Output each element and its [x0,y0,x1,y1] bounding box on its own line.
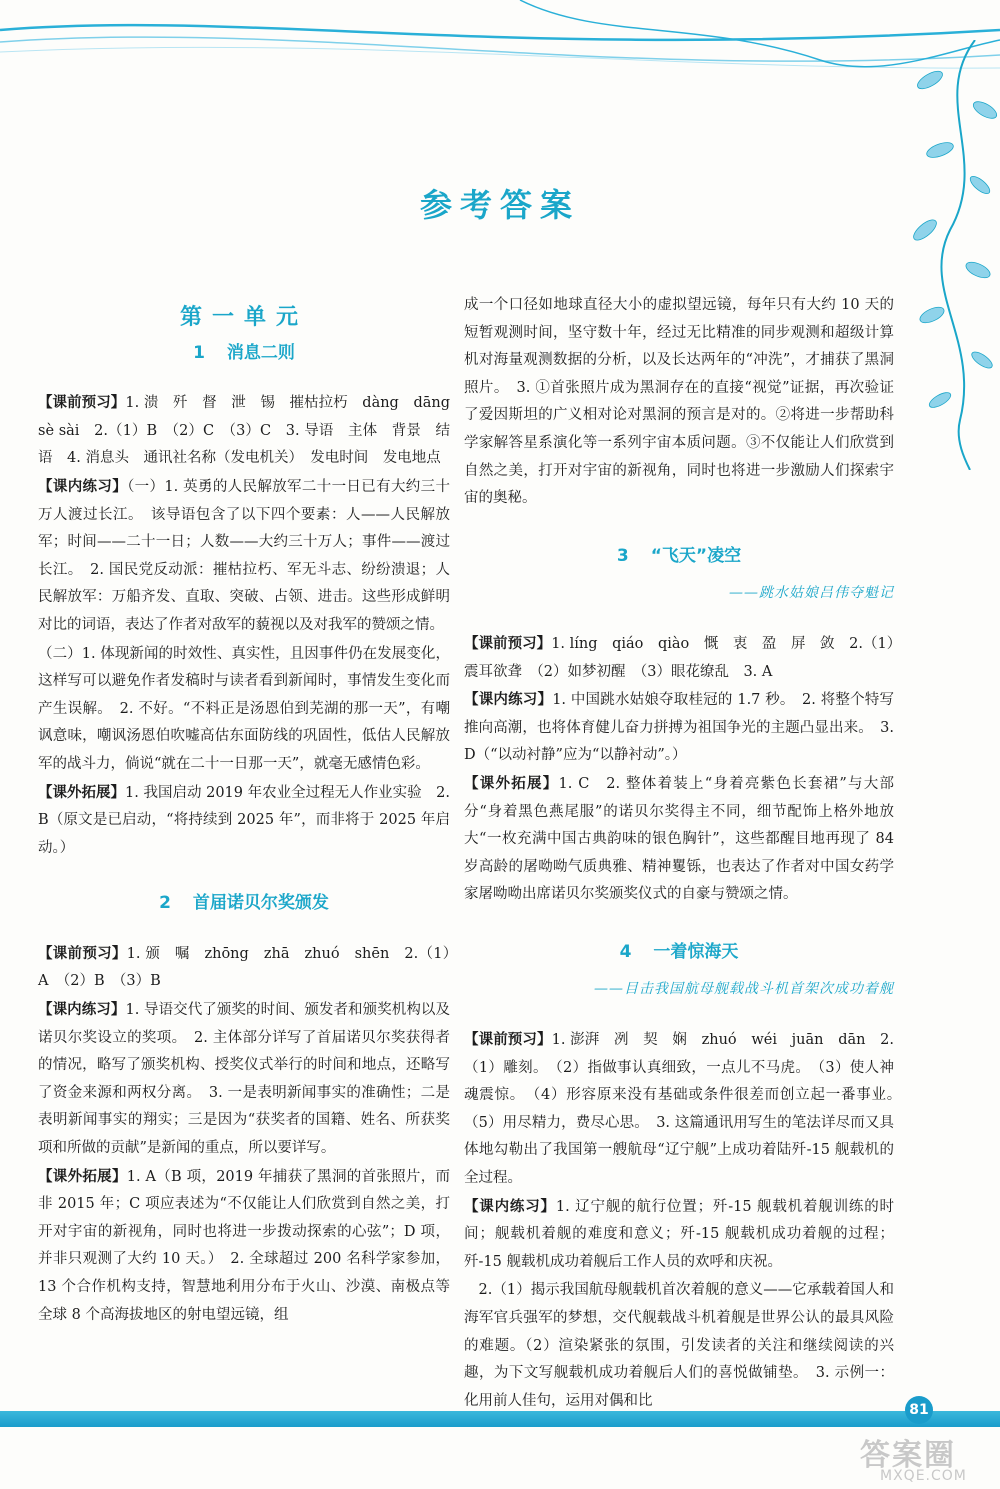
lesson-2-paragraph: 【课内练习】1. 导语交代了颁奖的时间、颁发者和颁奖机构以及诺贝尔奖设立的奖项。 2. 主体部分详写了首届诺贝尔奖获得者的情况，略写了颁奖机构、授奖仪式举行的时间和地点，还略写了资金来源和两权分离。 3. 一是表明新闻事实的准确性；二是表明新闻事实的翔实；三是因为“获奖者的国籍、姓名、所获奖项和所做的贡献”是新闻的重点，所以要详写。 [38,1001,451,1157]
lesson-1-title [38,340,450,368]
lesson-2-name: 首届诺贝尔奖颁发 [192,893,329,914]
watermark-logo: 答案圈 [860,1438,956,1473]
unit-title: 第一单元 [179,305,308,330]
lesson-2-number: 2 [159,893,171,914]
lesson-1-paragraph: （二）1. 体现新闻的时效性、真实性，且因事件仍在发展变化，这样写可以避免作者发稿时与读者看到新闻时，事情发生变化而产生误解。 2. 不好。“不料正是汤恩伯到芜湖的那一天”，有嘲讽意味，嘲讽汤恩伯吹嘘高估东面防线的巩固性，低估人民解放军的战斗力，倘说“就在二十一日那一天”，就毫无感情色彩。 [38,645,450,772]
lesson-4-paragraph: 2.（1）揭示我国航母舰载机首次着舰的意义——它承载着国人和海军官兵强军的梦想，交代舰载战斗机着舰是世界公认的最具风险的难题。（2）渲染紧张的氛围，引发读者的关注和继续阅读的兴趣，为下文写舰载机成功着舰后人们的喜悦做铺垫。 3. 示例一：化用前人佳句，运用对偶和比 [464,1282,894,1409]
watermark [820,1430,1000,1486]
lesson-4-paragraph: 【课内练习】1. 辽宁舰的航行位置；歼-15 舰载机着舰训练的时间；舰载机着舰的难度和意义；歼-15 舰载机成功着舰的过程；歼-15 舰载机成功着舰后工作人员的欢呼和庆祝。 [464,1197,895,1270]
footer-bar [0,1411,1000,1427]
lesson-3-paragraph: 【课前预习】1. líng qiáo qiào 慨 衷 盈 屏 敛 2.（1）震耳欲聋 （2）如梦初醒 （3）眼花缭乱 3. A [464,634,894,680]
lesson-3-title [464,543,894,571]
top-wave-decoration [0,0,1000,100]
page-title: 参考答案 [419,186,580,224]
lesson-2-continued: 成一个口径如地球直径大小的虚拟望远镜，每年只有大约 10 天的短暂观测时间，坚守数十年，经过无比精准的同步观测和超级计算机对海量观测数据的分析，以及长达两年的“冲洗”，才捕获了黑洞照片。 3. ①首张照片成为黑洞存在的直接“视觉”证据，再次验证了爱因斯坦的广义相对论对黑洞的预言是对的。②将进一步帮助科学家解答星系演化等一系列宇宙本质问题。③不仅能让人们欣赏到自然之美，打开对宇宙的新视角，同时也将进一步激励人们探索宇宙的奥秘。 [464,297,894,507]
watermark-url: MXQE.COM [880,1468,967,1484]
lesson-1-paragraph: 【课前预习】1. 溃 歼 督 泄 锡 摧枯拉朽 dàng dāng sè sài 2.（1）B （2）C （3）C 3. 导语 主体 背景 结语 4. 消息头 通讯社名称（发电机关） 发电时间 发电地点 [38,394,451,467]
right-column [464,292,909,1415]
lesson-3-number: 3 [616,545,629,566]
lesson-1-number: 1 [193,342,205,363]
lesson-1-paragraph: 【课外拓展】1. 我国启动 2019 年农业全过程无人作业实验 2. B（原文是已启动，“将持续到 2025 年”，而非将于 2025 年启动。） [38,783,450,856]
lesson-1-name: 消息二则 [226,342,295,363]
lesson-4-paragraph: 【课前预习】1. 澎湃 冽 契 娴 zhuó wéi juān dān 2.（1）雕刻。 （2）指做事认真细致，一点儿不马虎。 （3）使人神魂震惊。 （4）形容原来没有基础或条件很差而创立起一番事业。 （5）用尽精力，费尽心思。 3. 这篇通讯用写生的笔法详尽而又具体地勾勒出了我国第一艘航母“辽宁舰”上成功着陆歼-15 舰载机的全过程。 [464,1031,909,1187]
page-number: 81 [905,1396,933,1424]
lesson-2-title [38,890,450,918]
lesson-4-name: 一着惊海天 [653,941,739,962]
lesson-2-paragraph: 【课前预习】1. 颁 嘱 zhōng zhā zhuó shēn 2.（1）A （2）B （3）B [38,944,451,990]
lesson-4-number: 4 [619,941,632,962]
lesson-4-title [464,939,894,967]
lesson-2-paragraph: 【课外拓展】1. A（B 项，2019 年捕获了黑洞的首张照片，而非 2015 年；C 项应表述为“不仅能让人们欣赏到自然之美，打开对宇宙的新视角，同时也将进一步拨动探索的心弦”；D 项，并非只观测了大约 10 天。） 2. 全球超过 200 名科学家参加，13 个合作机构支持，智慧地利用分布于火山、沙漠、南极点等全球 8 个高海拔地区的射电望远镜，组 [38,1167,450,1323]
lesson-3-name: “飞天”凌空 [650,545,742,566]
lesson-3-paragraph: 【课外拓展】1. C 2. 整体着装上“身着亮紫色长套裙”与大部分“身着黑色燕尾服”的诺贝尔奖得主不同，细节配饰上格外地放大“一枚充满中国古典韵味的银色胸针”，这些都醒目地再现了 84 岁高龄的屠呦呦气质典雅、精神矍铄，也表达了作者对中国女药学家屠呦呦出席诺贝尔奖颁奖仪式的自豪与赞颂之情。 [464,774,895,903]
lesson-3-paragraph: 【课内练习】1. 中国跳水姑娘夺取桂冠的 1.7 秒。 2. 将整个特写推向高潮，也将体育健儿奋力拼搏为祖国争光的主题凸显出来。 3. D（“以动衬静”应为“以静衬动”。） [464,691,894,764]
lesson-3-subtitle: ——跳水姑娘吕伟夺魁记 [729,585,894,602]
lesson-4-subtitle: ——目击我国航母舰载战斗机首架次成功着舰 [594,981,894,998]
left-column [38,292,450,1329]
lesson-1-paragraph: 【课内练习】（一）1. 英勇的人民解放军二十一日已有大约三十万人渡过长江。 该导语包含了以下四个要素：人——人民解放军；时间——二十一日；人数——大约三十万人；事件——渡过长江。 2. 国民党反动派：摧枯拉朽、军无斗志、纷纷溃退；人民解放军：万船齐发、直取、突破、占领、进击。这些形成鲜明对比的词语，表达了作者对敌军的藐视以及对我军的赞颂之情。 [38,477,451,633]
